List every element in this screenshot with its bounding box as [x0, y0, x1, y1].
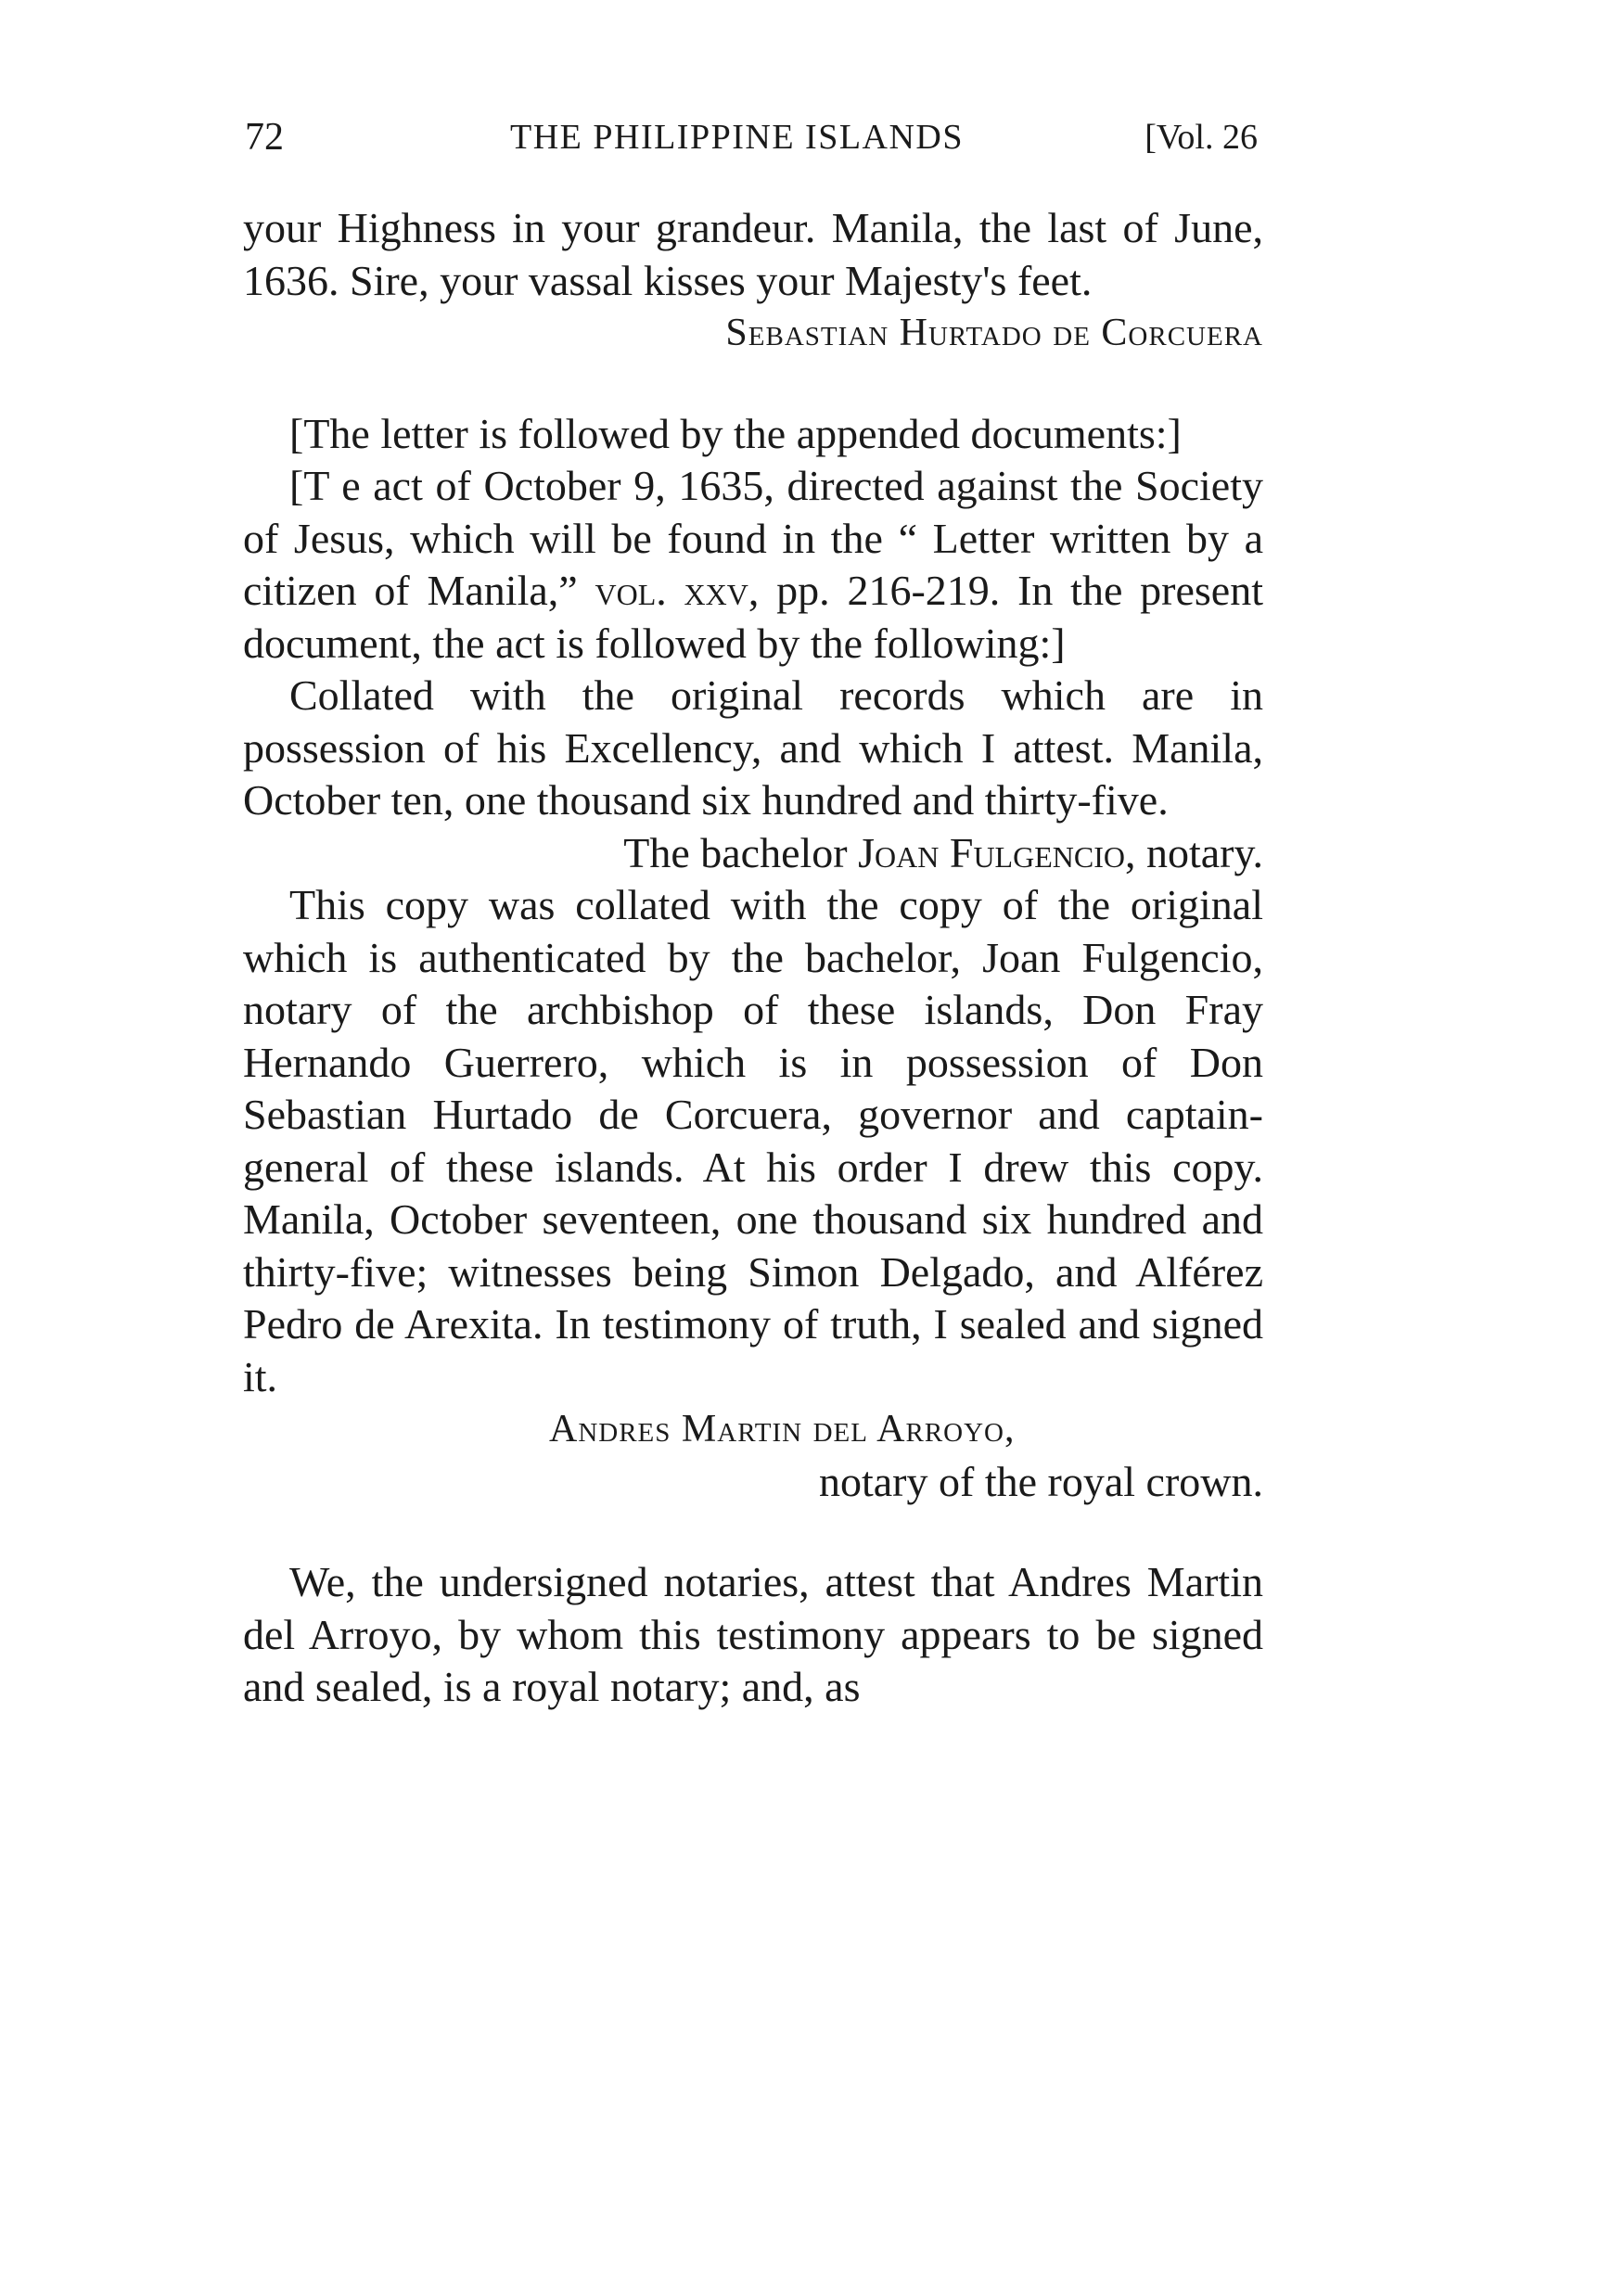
running-title: THE PHILIPPINE ISLANDS: [510, 118, 964, 157]
fulgencio-suffix: , notary.: [1124, 828, 1263, 876]
paragraph-copy-attestation: This copy was collated with the copy of the original which is authenticated by the bachelor, Joan Fulgencio, notary of the archbishop of these islands, Don Fray Hernando Guerrero, which is in possession of Don Sebastian Hurtado de Corcuera, governor and captain-general of these islands. At his order I drew this copy. Manila, October seventeen, one thousand six hundred and thirty-five; witnesses being Simon Delgado, and Alférez Pedro de Arexita. In testimony of truth, I sealed and signed it.: [243, 881, 1263, 1400]
volume-reference: vol. xxv: [595, 567, 748, 614]
signature-fulgencio: [243, 827, 1263, 880]
paragraph-closing: your Highness in your grandeur. Manila, the last of June, 1636. Sire, your vassal kisses your Majesty's feet.: [243, 204, 1263, 304]
volume-label: [Vol. 26: [1144, 118, 1258, 157]
fulgencio-prefix: The bachelor: [623, 828, 859, 876]
paragraph-editorial-note: [The letter is followed by the appended documents:]: [289, 409, 1182, 457]
signature-arroyo-name: Andres Martin del Arroyo,: [549, 1408, 1016, 1450]
running-header: [243, 109, 1263, 165]
fulgencio-name: Joan Fulgencio: [858, 828, 1125, 876]
signature-corcuera: Sebastian Hurtado de Corcuera: [725, 312, 1263, 354]
signature-arroyo-title: notary of the royal crown.: [818, 1457, 1263, 1505]
paragraph-notaries: We, the undersigned notaries, attest that Andres Martin del Arroyo, by whom this testimony appears to be signed and sealed, is a royal notary; and, as: [243, 1558, 1263, 1710]
spacer: [243, 360, 1263, 408]
act-text-before: [T e act of October 9, 1635, directed against the Society of Jesus, which will be found in the “ Letter written by a citizen of Manila,”: [243, 462, 1263, 614]
page-number: 72: [245, 116, 284, 159]
spacer: [243, 1508, 1263, 1556]
page-body: [243, 202, 1263, 1714]
paragraph-collation: Collated with the original records which are in possession of his Excellency, and which I attest. Manila, October ten, one thousand six hundred and thirty-five.: [243, 671, 1263, 824]
book-page: [243, 109, 1263, 1714]
paragraph-act-reference: [243, 460, 1263, 670]
act-text-after: , pp. 216-219. In the present document, the act is followed by the following:]: [243, 567, 1264, 667]
